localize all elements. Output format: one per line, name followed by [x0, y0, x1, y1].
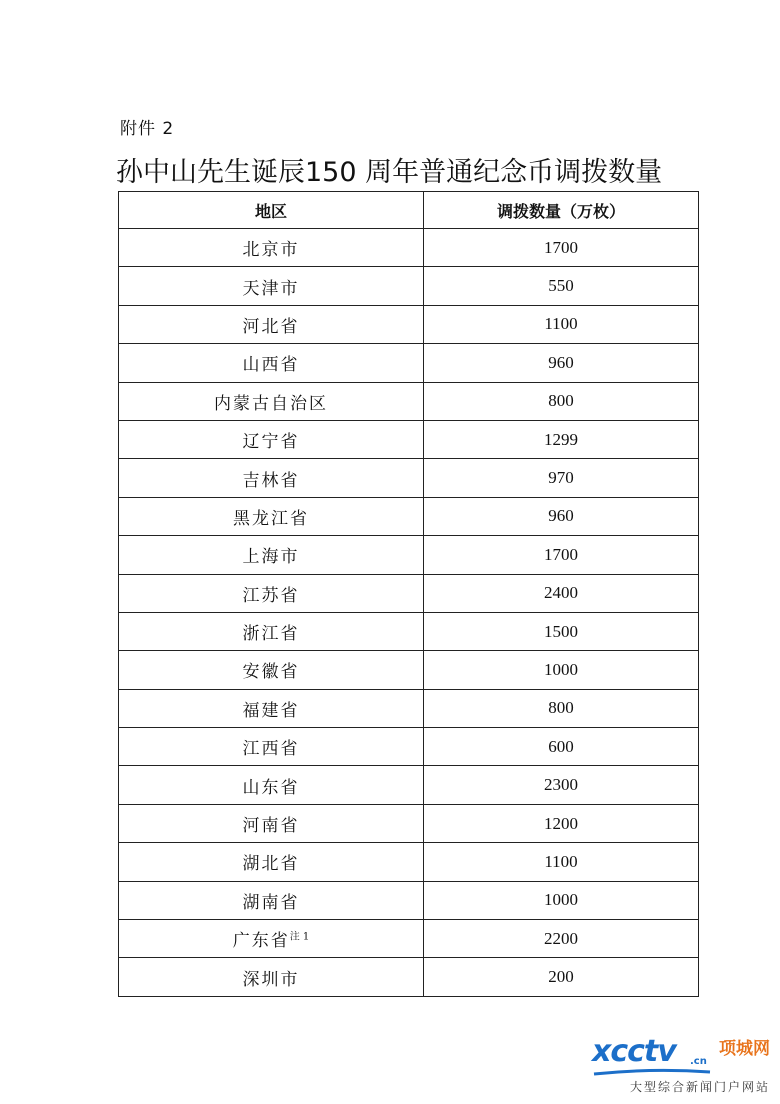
region-name: 吉林省 [242, 470, 300, 491]
region-name: 江苏省 [242, 585, 300, 606]
amount-cell: 2200 [424, 920, 699, 958]
region-name: 内蒙古自治区 [214, 393, 328, 414]
table-row [119, 459, 699, 497]
table-row [119, 497, 699, 535]
amount-cell: 2400 [424, 574, 699, 612]
region-cell [119, 766, 424, 804]
region-name: 山东省 [242, 777, 300, 798]
watermark-site-name: 项城网 [719, 1039, 770, 1059]
region-cell [119, 612, 424, 650]
table-row [119, 229, 699, 267]
region-name: 广东省 [232, 931, 290, 952]
table-row [119, 420, 699, 458]
amount-cell: 800 [424, 689, 699, 727]
watermark-tagline: 大型综合新闻门户网站 [629, 1080, 770, 1094]
amount-cell: 1299 [424, 420, 699, 458]
region-cell [119, 689, 424, 727]
region-name: 福建省 [242, 700, 300, 721]
table-row [119, 766, 699, 804]
region-name: 湖南省 [242, 892, 300, 913]
swoosh-icon [592, 1068, 712, 1078]
watermark-logo: xcctv [592, 1034, 676, 1069]
region-cell [119, 536, 424, 574]
amount-cell: 1100 [424, 843, 699, 881]
amount-cell: 960 [424, 344, 699, 382]
region-name: 天津市 [242, 278, 300, 299]
region-cell [119, 920, 424, 958]
amount-cell: 1200 [424, 804, 699, 842]
region-cell [119, 574, 424, 612]
table-row [119, 267, 699, 305]
table-row [119, 382, 699, 420]
amount-cell: 1700 [424, 536, 699, 574]
region-name: 黑龙江省 [233, 508, 309, 529]
region-name: 安徽省 [242, 662, 300, 683]
footnote-marker: 注 1 [289, 931, 310, 943]
table-row [119, 958, 699, 996]
region-name: 深圳市 [242, 969, 300, 990]
table-row [119, 574, 699, 612]
table-row [119, 612, 699, 650]
attachment-label: 附件 2 [120, 119, 175, 139]
table-row [119, 536, 699, 574]
amount-cell: 550 [424, 267, 699, 305]
watermark-logo-suffix: .cn [690, 1056, 707, 1067]
amount-cell: 600 [424, 728, 699, 766]
region-name: 北京市 [242, 240, 300, 261]
region-name: 江西省 [242, 739, 300, 760]
region-cell [119, 267, 424, 305]
region-name: 河北省 [242, 316, 300, 337]
region-cell [119, 881, 424, 919]
table-row [119, 689, 699, 727]
header-region: 地区 [119, 192, 424, 229]
amount-cell: 800 [424, 382, 699, 420]
table-row [119, 651, 699, 689]
site-watermark [592, 1034, 772, 1098]
region-cell [119, 497, 424, 535]
region-cell [119, 420, 424, 458]
amount-cell: 1000 [424, 651, 699, 689]
region-cell [119, 651, 424, 689]
amount-cell: 1000 [424, 881, 699, 919]
region-cell [119, 843, 424, 881]
allocation-table [118, 191, 699, 997]
amount-cell: 960 [424, 497, 699, 535]
region-name: 上海市 [242, 547, 300, 568]
region-cell [119, 728, 424, 766]
region-cell [119, 305, 424, 343]
region-name: 河南省 [242, 816, 300, 837]
region-name: 浙江省 [242, 624, 300, 645]
region-cell [119, 382, 424, 420]
header-amount: 调拨数量（万枚） [424, 192, 699, 229]
document-title: 孙中山先生诞辰150 周年普通纪念币调拨数量 [116, 157, 663, 188]
table-row [119, 843, 699, 881]
amount-cell: 970 [424, 459, 699, 497]
table-header-row [119, 192, 699, 229]
table-row [119, 344, 699, 382]
amount-cell: 1500 [424, 612, 699, 650]
region-name: 辽宁省 [242, 432, 300, 453]
region-cell [119, 229, 424, 267]
table-row [119, 728, 699, 766]
table-row [119, 804, 699, 842]
region-name: 山西省 [242, 355, 300, 376]
region-cell [119, 344, 424, 382]
table-row [119, 305, 699, 343]
region-cell [119, 459, 424, 497]
amount-cell: 2300 [424, 766, 699, 804]
table-body [119, 229, 699, 997]
region-name: 湖北省 [242, 854, 300, 875]
table-row [119, 920, 699, 958]
amount-cell: 1100 [424, 305, 699, 343]
region-cell [119, 804, 424, 842]
amount-cell: 200 [424, 958, 699, 996]
table-row [119, 881, 699, 919]
region-cell [119, 958, 424, 996]
amount-cell: 1700 [424, 229, 699, 267]
